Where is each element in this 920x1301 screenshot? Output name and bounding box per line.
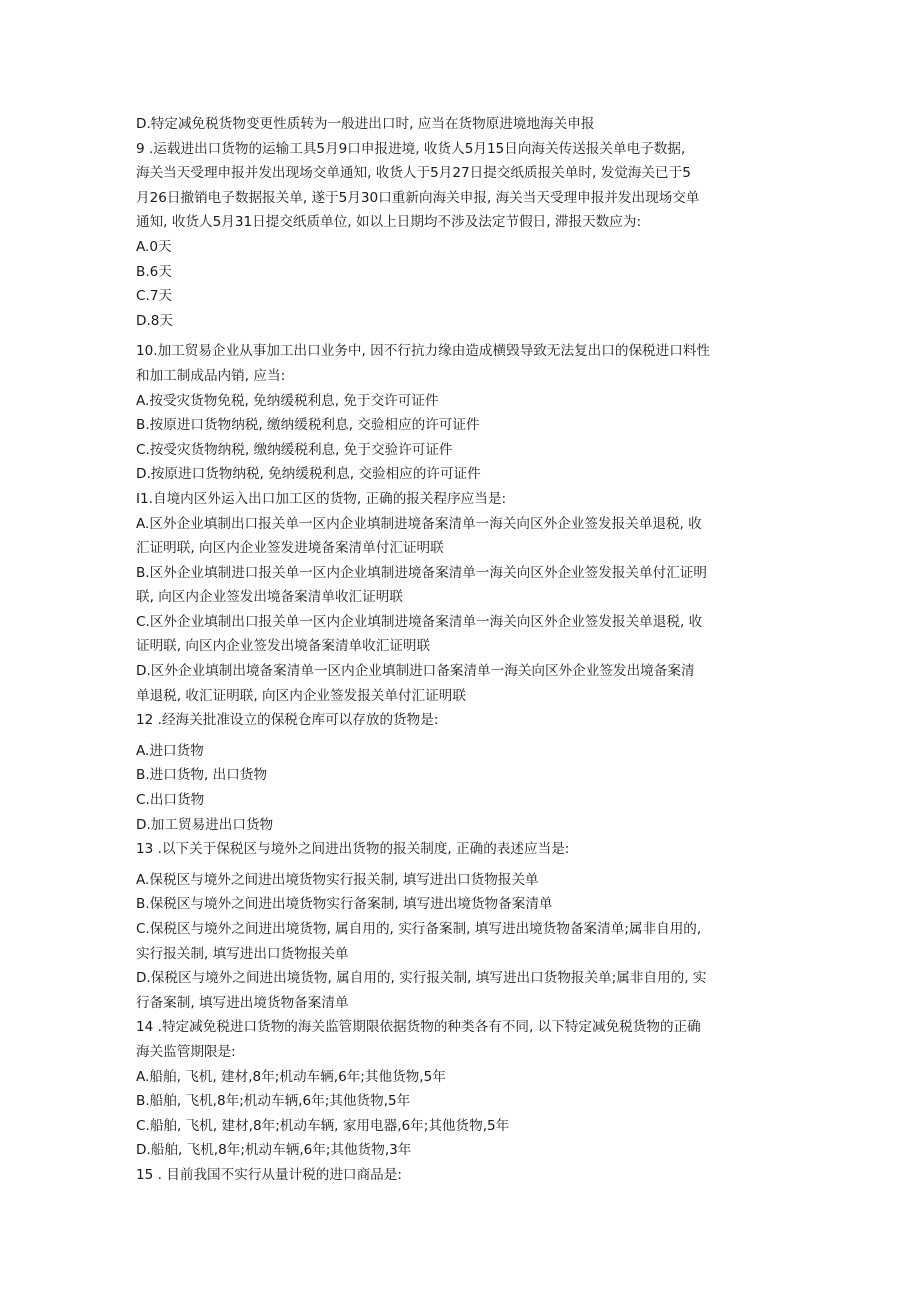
q10-option-d: D.按原进口货物纳税, 免纳缓税利息, 交验相应的许可证件	[136, 466, 481, 483]
q12-option-a: A.进口货物	[136, 742, 204, 759]
q13-option-d-line-2: 行备案制, 填写进出境货物备案清单	[136, 994, 349, 1011]
q14-option-c: C.船舶, 飞机, 建材,8年;机动车辆, 家用电器,6年;其他货物,5年	[136, 1117, 510, 1134]
q12-option-b: B.进口货物, 出口货物	[136, 767, 268, 784]
q9-stem-line-4: 通知, 收货人5月31日提交纸质单位, 如以上日期均不涉及法定节假日, 滞报天数应为:	[136, 214, 642, 231]
q10-option-b: B.按原进口货物纳税, 缴纳缓税利息, 交验相应的许可证件	[136, 417, 480, 434]
q14-option-a: A.船舶, 飞机, 建材,8年;机动车辆,6年;其他货物,5年	[136, 1068, 446, 1085]
q11-option-c-line-1: C.区外企业填制出口报关单一区内企业填制进境备案清单一海关向区外企业签发报关单退税, 收	[136, 613, 703, 630]
q9-option-d: D.8天	[136, 312, 174, 329]
q11-stem-line-1: I1.自境内区外运入出口加工区的货物, 正确的报关程序应当是:	[136, 490, 507, 507]
q14-option-b: B.船舶, 飞机,8年;机动车辆,6年;其他货物,5年	[136, 1093, 411, 1110]
q13-option-c-line-1: C.保税区与境外之间进出境货物, 属自用的, 实行备案制, 填写进出境货物备案清单;属非自用的,	[136, 921, 702, 937]
q11-option-b-line-1: B.区外企业填制进口报关单一区内企业填制进境备案清单一海关向区外企业签发报关单付汇证明	[136, 564, 707, 581]
q10-option-a: A.按受灾货物免税, 免纳缓税利息, 免于交许可证件	[136, 392, 439, 409]
q13-stem-line-1: 13 .以下关于保税区与境外之间进出货物的报关制度, 正确的表述应当是:	[136, 841, 570, 858]
q13-option-b: B.保税区与境外之间进出境货物实行备案制, 填写进出境货物备案清单	[136, 896, 553, 913]
q9-option-b: B.6天	[136, 263, 172, 280]
q13-option-d-line-1: D.保税区与境外之间进出境货物, 属自用的, 实行报关制, 填写进出口货物报关单;属非自用的, 实	[136, 970, 707, 987]
q10-stem-line-2: 和加工制成品内销, 应当:	[136, 367, 286, 384]
q9-option-c: C.7天	[136, 288, 173, 305]
q12-stem-line-1: 12 .经海关批准设立的保税仓库可以存放的货物是:	[136, 712, 439, 729]
q14-stem-line-2: 海关监管期限是:	[136, 1043, 236, 1060]
q11-option-d-line-2: 单退税, 收汇证明联, 向区内企业签发报关单付汇证明联	[136, 687, 466, 704]
q9-stem-line-2: 海关当天受理申报并发出现场交单通知, 收货人于5月27日提交纸质报关单时, 发觉海关已于5	[136, 165, 691, 182]
q12-option-c: C.出口货物	[136, 792, 205, 809]
q10-option-c: C.按受灾货物纳税, 缴纳缓税利息, 免于交验许可证件	[136, 441, 453, 458]
q14-stem-line-1: 14 .特定减免税进口货物的海关监管期限依据货物的种类各有不同, 以下特定减免税货物的正确	[136, 1019, 701, 1036]
q13-option-a: A.保税区与境外之间进出境货物实行报关制, 填写进出口货物报关单	[136, 871, 539, 888]
document-page	[136, 112, 796, 1188]
q9-stem-line-3: 月26日撤销电子数据报关单, 遂于5月30口重新向海关申报, 海关当天受理申报并发出现场交单	[136, 189, 700, 206]
q8-option-d: D.特定减免税货物变更性质转为一般进出口时, 应当在货物原进境地海关申报	[136, 116, 595, 132]
q15-stem-line-1: 15 . 目前我国不实行从量计税的进口商品是:	[136, 1166, 402, 1183]
q11-option-b-line-2: 联, 向区内企业签发出境备案清单收汇证明联	[136, 589, 403, 606]
q11-option-c-line-2: 证明联, 向区内企业签发出境备案清单收汇证明联	[136, 638, 431, 655]
q11-option-d-line-1: D.区外企业填制出境备案清单一区内企业填制进口备案清单一海关向区外企业签发出境备案清	[136, 663, 695, 680]
q11-option-a-line-2: 汇证明联, 向区内企业签发进境备案清单付汇证明联	[136, 540, 444, 557]
q10-stem-line-1: 10.加工贸易企业从事加工出口业务中, 因不行抗力缘由造成横毁导致无法复出口的保税进口料性	[136, 343, 711, 360]
q11-option-a-line-1: A.区外企业填制出口报关单一区内企业填制进境备案清单一海关向区外企业签发报关单退税, 收	[136, 515, 702, 532]
q9-option-a: A.0天	[136, 238, 172, 255]
q14-option-d: D.船舶, 飞机,8年;机动车辆,6年;其他货物,3年	[136, 1142, 412, 1159]
q13-option-c-line-2: 实行报关制, 填写进出口货物报关单	[136, 945, 349, 962]
q9-stem-line-1: 9 .运载进出口货物的运输工具5月9口申报进境, 收货人5月15日向海关传送报关单电子数据,	[136, 140, 686, 157]
q12-option-d: D.加工贸易进出口货物	[136, 816, 274, 833]
